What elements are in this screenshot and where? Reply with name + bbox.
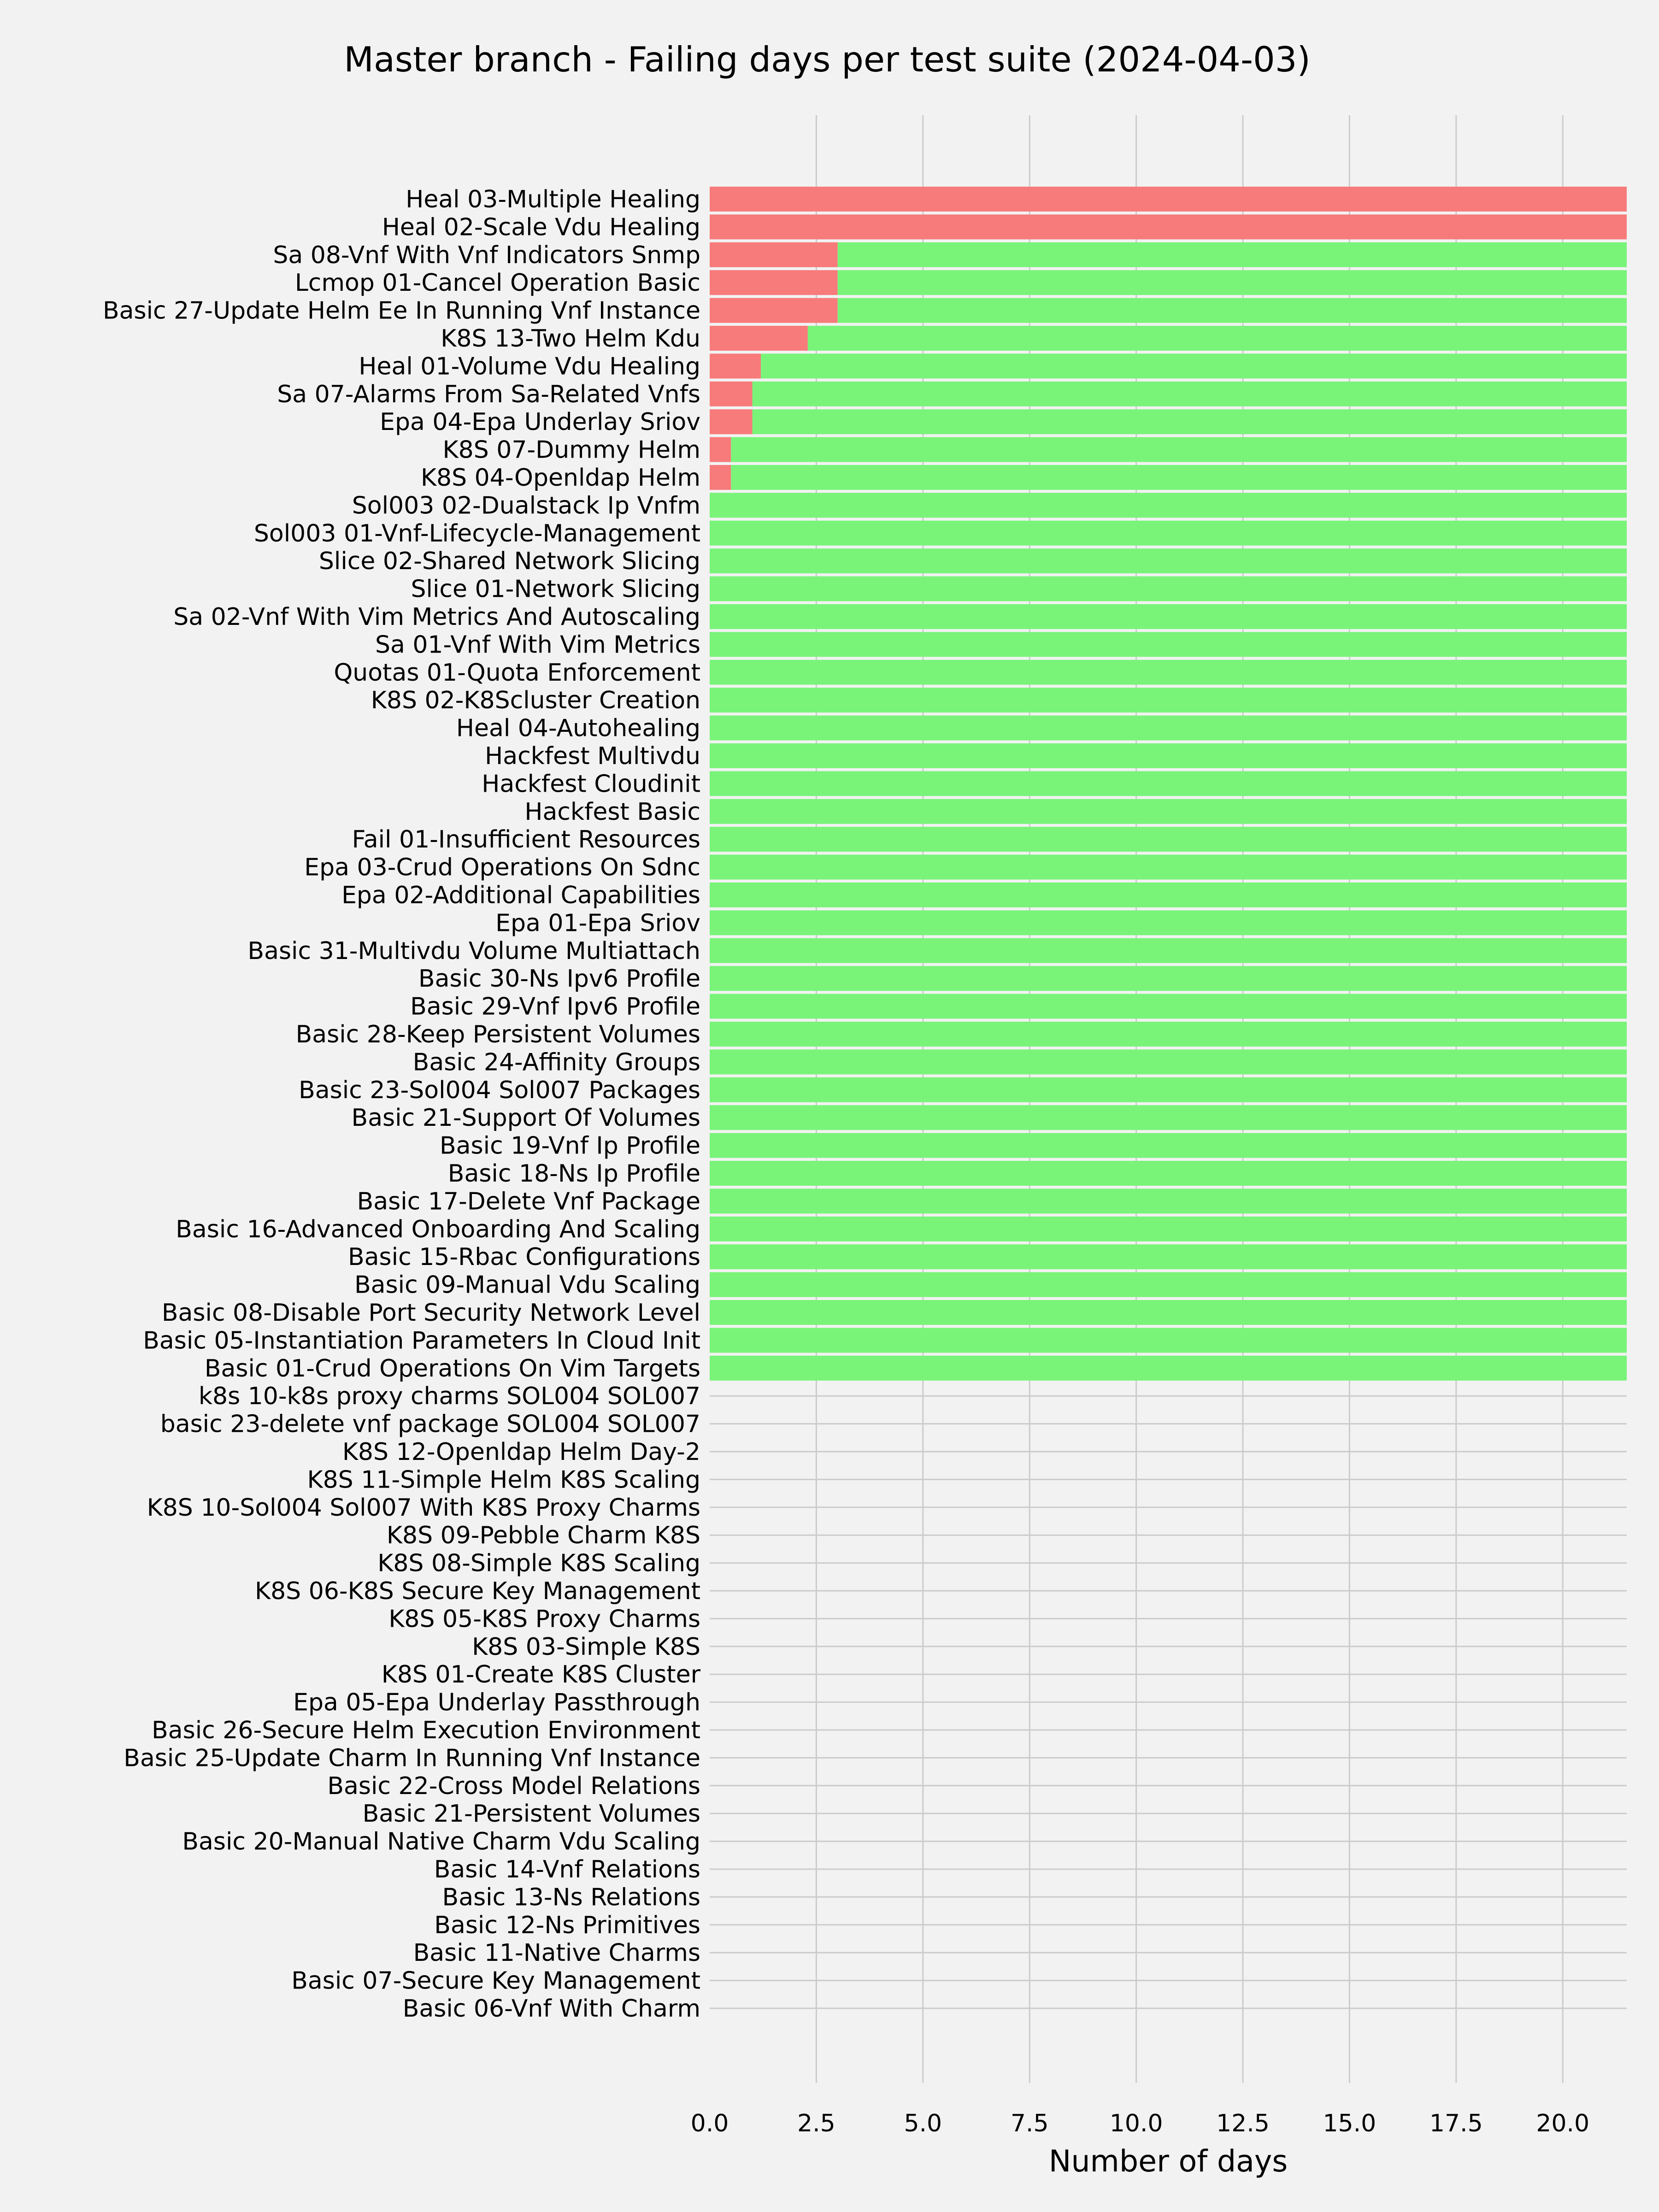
bar-passing <box>710 688 1627 712</box>
bar-passing <box>710 604 1627 629</box>
y-tick-label: Basic 26-Secure Helm Execution Environment <box>152 1717 700 1744</box>
y-tick-label: Basic 31-Multivdu Volume Multiattach <box>247 937 700 965</box>
y-tick-label: K8S 09-Pebble Charm K8S <box>386 1522 700 1550</box>
bar-passing <box>710 799 1627 824</box>
bar-passing <box>710 1133 1627 1158</box>
y-tick-label: Basic 16-Advanced Onboarding And Scaling <box>176 1215 700 1243</box>
bar-passing <box>710 1300 1627 1325</box>
y-tick-label: Sa 01-Vnf With Vim Metrics <box>375 631 700 659</box>
y-tick-label: Basic 28-Keep Persistent Volumes <box>295 1021 700 1048</box>
bar-passing <box>710 1272 1627 1297</box>
y-tick-label: K8S 04-Openldap Helm <box>420 464 700 492</box>
bar-failing <box>710 326 808 351</box>
y-tick-label: Basic 09-Manual Vdu Scaling <box>354 1271 700 1299</box>
y-tick-label: Basic 30-Ns Ipv6 Profile <box>418 965 700 993</box>
bar-passing <box>761 353 1627 378</box>
bar-passing <box>710 1161 1627 1186</box>
y-tick-label: Sol003 01-Vnf-Lifecycle-Management <box>253 519 700 547</box>
bar-passing <box>710 716 1627 741</box>
bar-failing <box>710 187 1627 212</box>
y-tick-label: Basic 24-Affinity Groups <box>412 1048 700 1077</box>
y-tick-label: Basic 21-Support Of Volumes <box>351 1104 700 1132</box>
bar-passing <box>710 966 1627 991</box>
bar-passing <box>838 298 1627 323</box>
y-tick-label: K8S 10-Sol004 Sol007 With K8S Proxy Charms <box>147 1494 700 1522</box>
bar-failing <box>710 409 753 434</box>
bar-passing <box>710 1188 1627 1213</box>
bar-passing <box>731 437 1627 462</box>
y-tick-label: Epa 02-Additional Capabilities <box>341 882 700 909</box>
y-tick-label: Hackfest Cloudinit <box>482 770 700 798</box>
y-tick-label: Slice 01-Network Slicing <box>411 575 700 603</box>
y-tick-label: Basic 11-Native Charms <box>413 1939 700 1967</box>
y-tick-label: K8S 01-Create K8S Cluster <box>381 1661 700 1689</box>
y-tick-label: Sa 02-Vnf With Vim Metrics And Autoscaling <box>173 603 700 631</box>
y-tick-label: Basic 22-Cross Model Relations <box>327 1772 700 1800</box>
bar-passing <box>710 855 1627 880</box>
y-tick-label: Hackfest Multivdu <box>485 742 700 770</box>
y-tick-label: K8S 08-Simple K8S Scaling <box>377 1549 700 1577</box>
y-tick-label: Basic 01-Crud Operations On Vim Targets <box>204 1354 700 1382</box>
y-tick-label: Basic 25-Update Charm In Running Vnf Instance <box>124 1744 700 1772</box>
bar-passing <box>710 1105 1627 1130</box>
chart-title: Master branch - Failing days per test suite (2024-04-03) <box>344 39 1311 80</box>
x-axis-label: Number of days <box>1048 2144 1288 2179</box>
bar-failing <box>710 242 838 267</box>
bar-layer <box>710 187 1627 1381</box>
bar-passing <box>710 1022 1627 1047</box>
y-tick-label: K8S 07-Dummy Helm <box>442 436 700 464</box>
y-tick-label: K8S 11-Simple Helm K8S Scaling <box>307 1466 700 1494</box>
y-tick-label: Hackfest Basic <box>524 798 700 826</box>
y-tick-label: Basic 08-Disable Port Security Network Level <box>161 1299 700 1327</box>
x-tick-label: 15.0 <box>1323 2110 1377 2137</box>
y-tick-label: Quotas 01-Quota Enforcement <box>334 659 700 687</box>
y-tick-label: Basic 18-Ns Ip Profile <box>447 1160 700 1188</box>
bar-passing <box>710 493 1627 518</box>
y-tick-label: Sol003 02-Dualstack Ip Vnfm <box>352 492 700 520</box>
y-tick-label: Sa 08-Vnf With Vnf Indicators Snmp <box>273 241 700 269</box>
y-tick-label: Basic 17-Delete Vnf Package <box>357 1188 700 1216</box>
bar-passing <box>838 270 1627 295</box>
x-tick-label: 2.5 <box>797 2110 835 2137</box>
y-tick-label: Heal 02-Scale Vdu Healing <box>382 213 700 241</box>
y-tick-label: Basic 12-Ns Primitives <box>434 1911 700 1939</box>
bar-passing <box>838 242 1627 267</box>
y-tick-label: Heal 03-Multiple Healing <box>406 186 700 213</box>
y-tick-label: k8s 10-k8s proxy charms SOL004 SOL007 <box>198 1382 700 1411</box>
y-tick-label: Epa 01-Epa Sriov <box>495 909 700 937</box>
bar-passing <box>710 548 1627 573</box>
bar-passing <box>710 1244 1627 1269</box>
y-tick-label: Basic 23-Sol004 Sol007 Packages <box>299 1076 700 1104</box>
bar-passing <box>710 827 1627 852</box>
y-tick-label: Sa 07-Alarms From Sa-Related Vnfs <box>277 380 700 408</box>
bar-passing <box>710 521 1627 546</box>
bar-passing <box>710 882 1627 907</box>
bar-failing <box>710 270 838 295</box>
y-tick-label: K8S 02-K8Scluster Creation <box>371 687 700 715</box>
y-tick-label: Lcmop 01-Cancel Operation Basic <box>294 269 700 297</box>
bar-passing <box>710 632 1627 657</box>
y-tick-label: Fail 01-Insufficient Resources <box>352 826 700 854</box>
y-tick-label: Heal 01-Volume Vdu Healing <box>359 353 700 381</box>
y-tick-label: K8S 06-K8S Secure Key Management <box>254 1577 700 1605</box>
y-tick-label: Slice 02-Shared Network Slicing <box>318 547 700 576</box>
bar-passing <box>753 409 1627 434</box>
y-tick-label: Epa 03-Crud Operations On Sdnc <box>304 853 700 882</box>
bar-passing <box>710 1328 1627 1353</box>
y-tick-label: Heal 04-Autohealing <box>456 714 700 742</box>
y-tick-label: K8S 03-Simple K8S <box>472 1633 700 1661</box>
bar-passing <box>710 1049 1627 1074</box>
y-tick-label: K8S 13-Two Helm Kdu <box>441 325 700 353</box>
bar-passing <box>710 660 1627 685</box>
bar-passing <box>710 771 1627 796</box>
y-tick-label: Epa 04-Epa Underlay Sriov <box>380 408 700 436</box>
bar-failing <box>710 353 761 378</box>
y-tick-label: basic 23-delete vnf package SOL004 SOL007 <box>160 1410 700 1438</box>
y-tick-label: Basic 19-Vnf Ip Profile <box>439 1132 700 1160</box>
bar-passing <box>710 1077 1627 1102</box>
x-tick-label: 20.0 <box>1536 2110 1590 2137</box>
bar-failing <box>710 382 753 406</box>
bar-passing <box>710 1356 1627 1381</box>
x-tick-label: 0.0 <box>690 2110 729 2137</box>
bar-passing <box>710 994 1627 1019</box>
x-tick-label: 5.0 <box>904 2110 942 2137</box>
bar-passing <box>710 938 1627 963</box>
y-tick-label: Epa 05-Epa Underlay Passthrough <box>293 1688 700 1717</box>
x-tick-label: 17.5 <box>1429 2110 1483 2137</box>
y-tick-label: Basic 13-Ns Relations <box>442 1883 700 1912</box>
bar-passing <box>710 743 1627 768</box>
bar-passing <box>710 910 1627 935</box>
x-tick-label: 10.0 <box>1109 2110 1163 2137</box>
y-tick-label: Basic 29-Vnf Ipv6 Profile <box>410 993 700 1021</box>
bar-failing <box>710 437 731 462</box>
x-tick-label: 7.5 <box>1010 2110 1049 2137</box>
bar-passing <box>731 465 1627 490</box>
x-tick-label: 12.5 <box>1216 2110 1270 2137</box>
y-tick-label: Basic 14-Vnf Relations <box>434 1856 700 1883</box>
y-tick-label: Basic 20-Manual Native Charm Vdu Scaling <box>182 1828 700 1856</box>
y-tick-label: K8S 12-Openldap Helm Day-2 <box>342 1438 700 1466</box>
bar-passing <box>710 577 1627 601</box>
y-tick-label: Basic 07-Secure Key Management <box>291 1967 700 1995</box>
bar-passing <box>710 1217 1627 1241</box>
bar-passing <box>808 326 1627 351</box>
bar-failing <box>710 298 838 323</box>
y-tick-label: Basic 06-Vnf With Charm <box>402 1995 700 2023</box>
y-tick-label: Basic 05-Instantiation Parameters In Cloud Init <box>143 1327 700 1355</box>
y-tick-label: Basic 27-Update Helm Ee In Running Vnf Instance <box>102 297 700 325</box>
bar-passing <box>753 382 1627 406</box>
bar-failing <box>710 214 1627 239</box>
bar-failing <box>710 465 731 490</box>
y-tick-label: K8S 05-K8S Proxy Charms <box>388 1605 700 1633</box>
y-tick-label: Basic 15-Rbac Configurations <box>348 1243 700 1271</box>
y-tick-label: Basic 21-Persistent Volumes <box>362 1800 700 1828</box>
